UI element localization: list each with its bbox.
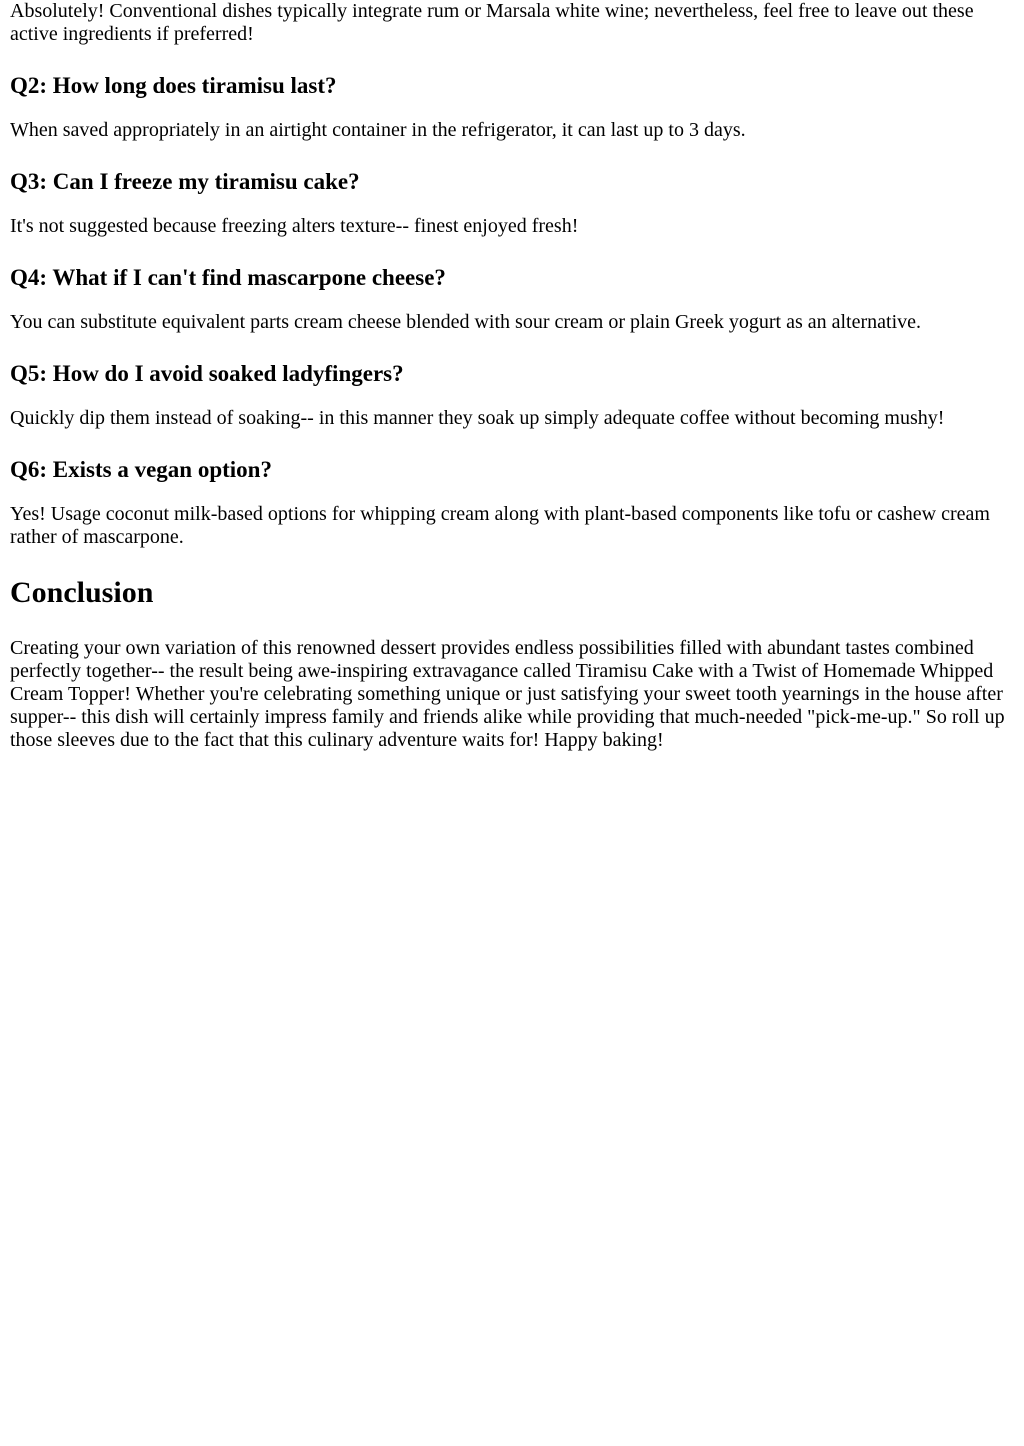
faq-answer-q4: You can substitute equivalent parts cream cheese blended with sour cream or plain Greek yogurt as an alternative. (10, 311, 921, 333)
faq-question-q6: Q6: Exists a vegan option? (10, 457, 272, 482)
faq-answer-q3: It's not suggested because freezing alters texture-- finest enjoyed fresh! (10, 215, 579, 237)
faq-answer-q2: When saved appropriately in an airtight container in the refrigerator, it can last up to 3 days. (10, 119, 746, 141)
faq-answer-q6: Yes! Usage coconut milk-based options for whipping cream along with plant-based components like tofu or cashew cream rather of mascarpone. (10, 503, 990, 548)
conclusion-heading: Conclusion (10, 576, 154, 609)
conclusion-text: Creating your own variation of this renowned dessert provides endless possibilities filled with abundant tastes combined perfectly together-- the result being awe-inspiring extravagance called Tiramisu Cake with a Twist of Homemade Whipped Cream Topper! Whether you're celebrating something unique or just satisfying your sweet tooth yearnings in the house after supper-- this dish will certainly impress family and friends alike while providing that much-needed "pick-me-up." So roll up those sleeves due to the fact that this culinary adventure waits for! Happy baking! (10, 637, 1005, 751)
faq-question-q4: Q4: What if I can't find mascarpone cheese? (10, 265, 446, 290)
faq-question-q3: Q3: Can I freeze my tiramisu cake? (10, 169, 360, 194)
faq-answer-q1: Absolutely! Conventional dishes typically integrate rum or Marsala white wine; nevertheless, feel free to leave out these active ingredients if preferred! (10, 0, 974, 45)
faq-question-q2: Q2: How long does tiramisu last? (10, 73, 337, 98)
faq-answer-q5: Quickly dip them instead of soaking-- in this manner they soak up simply adequate coffee without becoming mushy! (10, 407, 945, 429)
faq-question-q5: Q5: How do I avoid soaked ladyfingers? (10, 361, 404, 386)
